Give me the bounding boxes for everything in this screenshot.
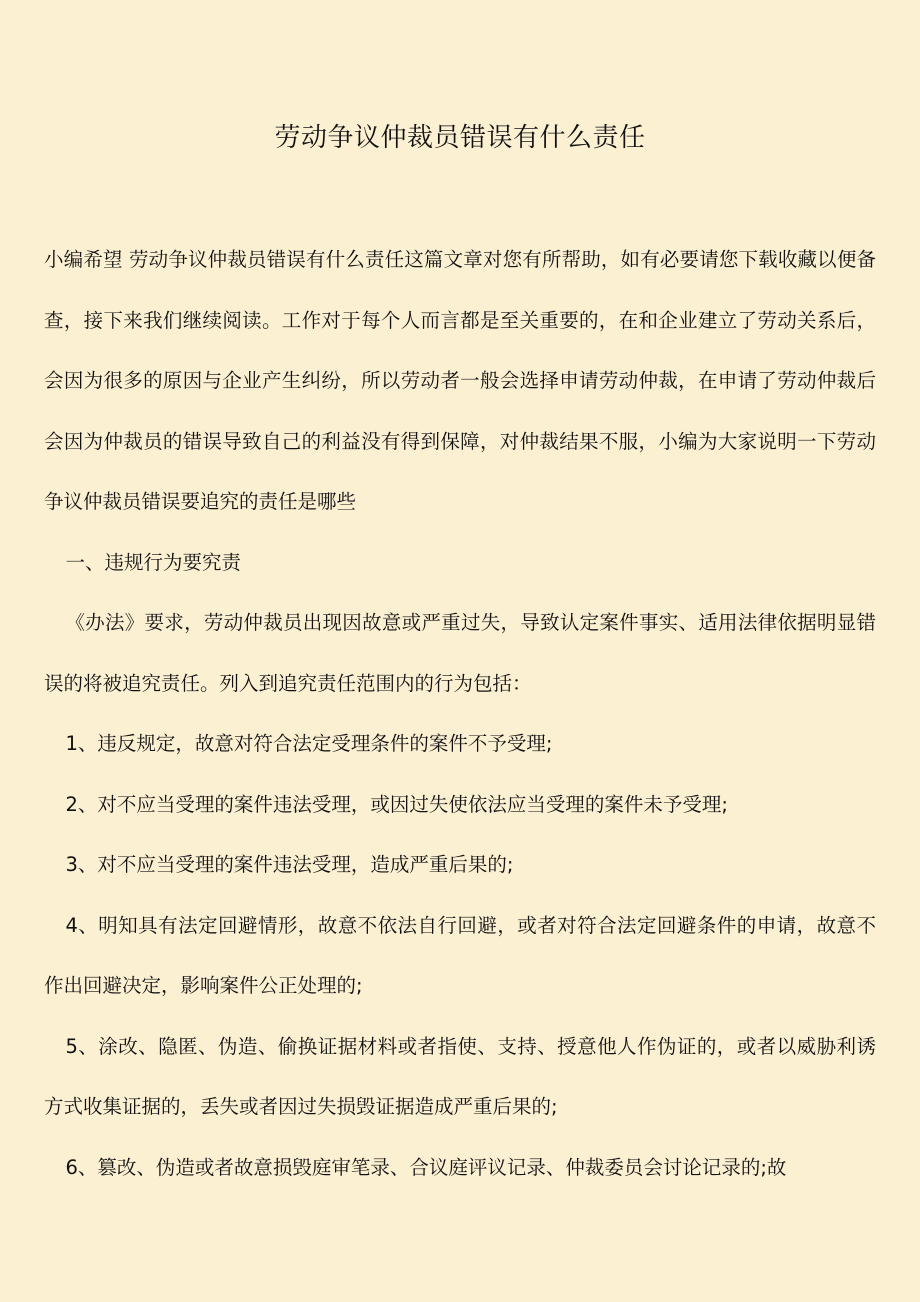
list-item: 5、涂改、隐匿、伪造、偷换证据材料或者指使、支持、授意他人作伪证的，或者以威胁利诱方式收集证据的，丢失或者因过失损毁证据造成严重后果的; bbox=[44, 1034, 876, 1118]
list-item: 2、对不应当受理的案件违法受理，或因过失使依法应当受理的案件未予受理; bbox=[65, 792, 728, 816]
document-title: 劳动争议仲裁员错误有什么责任 bbox=[274, 123, 646, 153]
list-item: 6、篡改、伪造或者故意损毁庭审笔录、合议庭评议记录、仲裁委员会讨论记录的;故 bbox=[65, 1155, 787, 1179]
section-heading: 一、违规行为要究责 bbox=[65, 550, 241, 574]
list-item: 4、明知具有法定回避情形，故意不依法自行回避，或者对符合法定回避条件的申请，故意不作出回避决定，影响案件公正处理的; bbox=[44, 913, 876, 997]
intro-paragraph: 小编希望 劳动争议仲裁员错误有什么责任这篇文章对您有所帮助，如有必要请您下载收藏以便备查，接下来我们继续阅读。工作对于每个人而言都是至关重要的，在和企业建立了劳动关系后，会因为很多的原因与企业产生纠纷，所以劳动者一般会选择申请劳动仲裁，在申请了劳动仲裁后会因为仲裁员的错误导致自己的利益没有得到保障，对仲裁结果不服，小编为大家说明一下劳动争议仲裁员错误要追究的责任是哪些 bbox=[44, 248, 876, 513]
document-body bbox=[44, 230, 876, 1198]
list-item: 3、对不应当受理的案件违法受理，造成严重后果的; bbox=[65, 853, 514, 876]
body-paragraph: 《办法》要求，劳动仲裁员出现因故意或严重过失，导致认定案件事实、适用法律依据明显错误的将被追究责任。列入到追究责任范围内的行为包括： bbox=[44, 611, 876, 695]
list-item: 1、违反规定，故意对符合法定受理条件的案件不予受理; bbox=[65, 732, 553, 755]
